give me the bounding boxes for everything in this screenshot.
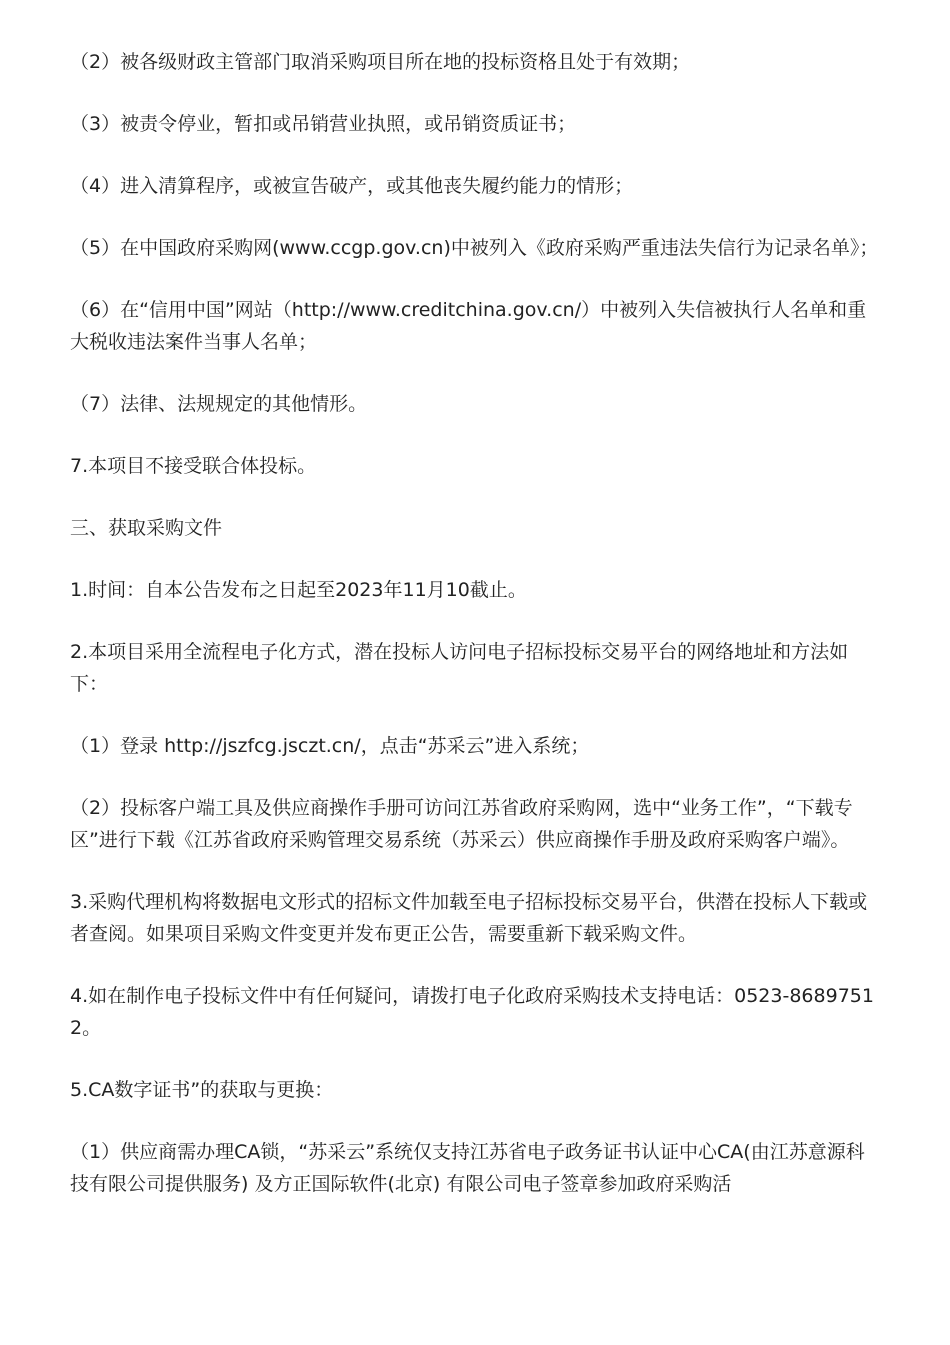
paragraph-other-legal-cases: （7）法律、法规规定的其他情形。 xyxy=(70,393,368,415)
paragraph-login-instructions: （1）登录 http://jszfcg.jsczt.cn/，点击“苏采云”进入系统； xyxy=(70,735,590,757)
paragraph-disqualified-by-finance-dept: （2）被各级财政主管部门取消采购项目所在地的投标资格且处于有效期； xyxy=(70,51,691,73)
paragraph-ca-lock: （1）供应商需办理CA锁，“苏采云”系统仅支持江苏省电子政务证书认证中心CA(由江苏意源科技有限公司提供服务) 及方正国际软件(北京) 有限公司电子签章参加政府采购活 xyxy=(70,1141,865,1195)
section-heading-obtain-documents: 三、获取采购文件 xyxy=(70,517,223,539)
paragraph-time: 1.时间：自本公告发布之日起至2023年11月10截止。 xyxy=(70,579,527,601)
paragraph-creditchina-blacklist: （6）在“信用中国”网站（http://www.creditchina.gov.cn/）中被列入失信被执行人名单和重大税收违法案件当事人名单； xyxy=(70,299,867,353)
paragraph-ca-certificate-heading: 5.CA数字证书”的获取与更换： xyxy=(70,1079,334,1101)
paragraph-suspended-license: （3）被责令停业，暂扣或吊销营业执照，或吊销资质证书； xyxy=(70,113,577,135)
paragraph-no-consortium: 7.本项目不接受联合体投标。 xyxy=(70,455,317,477)
paragraph-liquidation-bankruptcy: （4）进入清算程序，或被宣告破产，或其他丧失履约能力的情形； xyxy=(70,175,634,197)
document-body xyxy=(70,46,882,1230)
paragraph-support-phone: 4.如在制作电子投标文件中有任何疑问，请拨打电子化政府采购技术支持电话：0523-86897512。 xyxy=(70,985,874,1039)
paragraph-ccgp-blacklist: （5）在中国政府采购网(www.ccgp.gov.cn)中被列入《政府采购严重违法失信行为记录名单》； xyxy=(70,237,879,259)
paragraph-document-upload: 3.采购代理机构将数据电文形式的招标文件加载至电子招标投标交易平台，供潜在投标人下载或者查阅。如果项目采购文件变更并发布更正公告，需要重新下载采购文件。 xyxy=(70,891,868,945)
paragraph-electronic-process: 2.本项目采用全流程电子化方式，潜在投标人访问电子招标投标交易平台的网络地址和方法如下： xyxy=(70,641,849,695)
paragraph-client-download: （2）投标客户端工具及供应商操作手册可访问江苏省政府采购网，选中“业务工作”，“下载专区”进行下载《江苏省政府采购管理交易系统（苏采云）供应商操作手册及政府采购客户端》。 xyxy=(70,797,853,851)
